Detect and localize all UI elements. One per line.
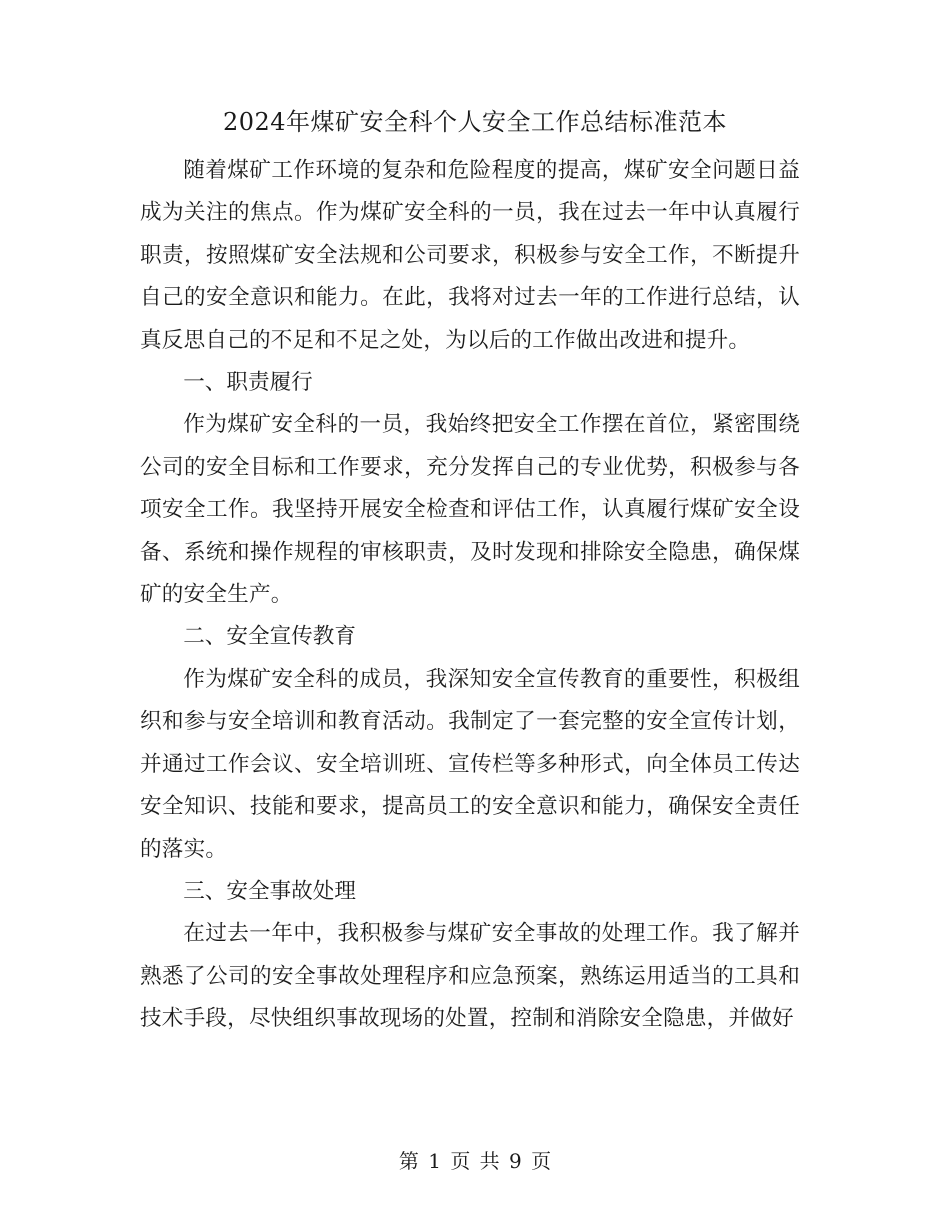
section-paragraph-accidents: 在过去一年中，我积极参与煤矿安全事故的处理工作。我了解并熟悉了公司的安全事故处理程序和应急预案，熟练运用适当的工具和技术手段，尽快组织事故现场的处置，控制和消除安全隐患，并做好 [140,921,800,1032]
document-title: 2024年煤矿安全科个人安全工作总结标准范本 [222,108,728,136]
section-paragraph-duties: 作为煤矿安全科的一员，我始终把安全工作摆在首位，紧密围绕公司的安全目标和工作要求，充分发挥自己的专业优势，积极参与各项安全工作。我坚持开展安全检查和评估工作，认真履行煤矿安全设备、系统和操作规程的审核职责，及时发现和排除安全隐患，确保煤矿的安全生产。 [140,412,800,608]
intro-paragraph: 随着煤矿工作环境的复杂和危险程度的提高，煤矿安全问题日益成为关注的焦点。作为煤矿安全科的一员，我在过去一年中认真履行职责，按照煤矿安全法规和公司要求，积极参与安全工作，不断提升自己的安全意识和能力。在此，我将对过去一年的工作进行总结，认真反思自己的不足和不足之处，为以后的工作做出改进和提升。 [140,158,800,353]
page-number-footer: 第 1 页 共 9 页 [398,1149,552,1173]
section-heading-accidents: 三、安全事故处理 [183,878,356,904]
section-paragraph-publicity: 作为煤矿安全科的成员，我深知安全宣传教育的重要性，积极组织和参与安全培训和教育活动。我制定了一套完整的安全宣传计划，并通过工作会议、安全培训班、宣传栏等多种形式，向全体员工传达安全知识、技能和要求，提高员工的安全意识和能力，确保安全责任的落实。 [140,666,800,862]
section-heading-publicity: 二、安全宣传教育 [183,624,356,650]
section-heading-duties: 一、职责履行 [183,370,313,396]
document-body [140,150,800,1041]
